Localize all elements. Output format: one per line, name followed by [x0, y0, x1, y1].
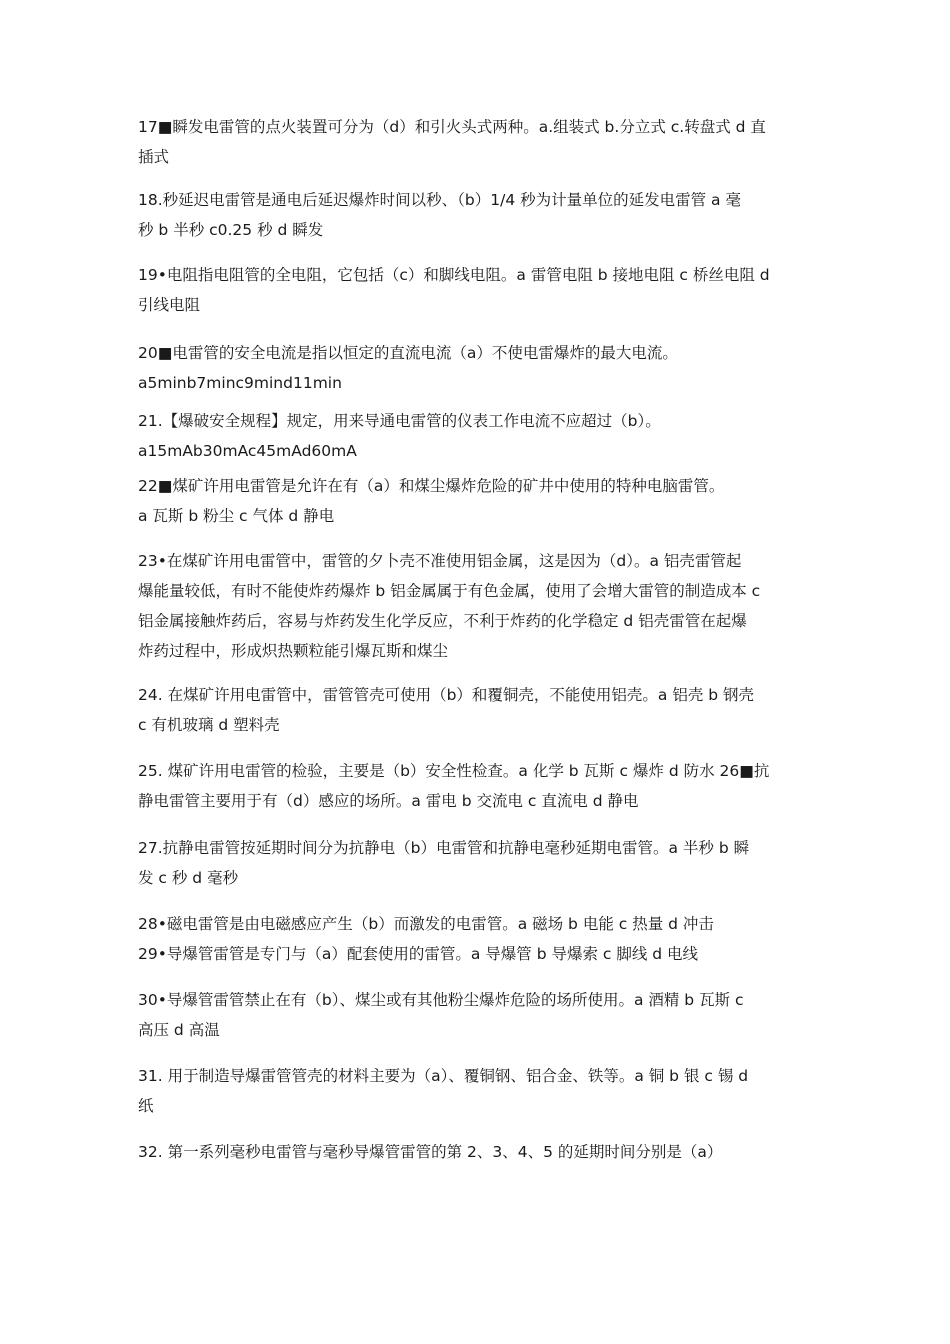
question-30 — [138, 985, 820, 1045]
text-line: 纸 — [138, 1097, 154, 1115]
text-line: 18.秒延迟电雷管是通电后延迟爆炸时间以秒、（b）1/4 秒为计量单位的延发电雷管 a 毫 — [138, 191, 741, 209]
text-line: 23•在煤矿许用电雷管中，雷管的夕卜壳不准使用铝金属，这是因为（d）。a 铝壳雷管起 — [138, 552, 742, 570]
question-31 — [138, 1061, 820, 1121]
question-21 — [138, 406, 820, 466]
text-line: 30•导爆管雷管禁止在有（b）、煤尘或有其他粉尘爆炸危险的场所使用。a 酒精 b 瓦斯 c — [138, 991, 744, 1009]
text-line: a15mAb30mAc45mAd60mA — [138, 442, 357, 460]
text-line: 29•导爆管雷管是专门与（a）配套使用的雷管。a 导爆管 b 导爆索 c 脚线 d 电线 — [138, 945, 699, 963]
text-line: 爆能量较低，有时不能使炸药爆炸 b 铝金属属于有色金属，使用了会增大雷管的制造成本 c — [138, 582, 761, 600]
question-32 — [138, 1137, 820, 1167]
text-line: a5minb7minc9mind11min — [138, 374, 342, 392]
text-line: 插式 — [138, 148, 170, 166]
text-line: 19•电阻指电阻管的全电阻，它包括（c）和脚线电阻。a 雷管电阻 b 接地电阻 c 桥丝电阻 d — [138, 266, 770, 284]
text-line: 静电雷管主要用于有（d）感应的场所。a 雷电 b 交流电 c 直流电 d 静电 — [138, 792, 639, 810]
question-22 — [138, 471, 820, 531]
question-18 — [138, 185, 820, 245]
text-line: c 有机玻璃 d 塑料壳 — [138, 716, 280, 734]
text-line: 高压 d 高温 — [138, 1021, 220, 1039]
question-24 — [138, 680, 820, 740]
text-line: 22■煤矿许用电雷管是允许在有（a）和煤尘爆炸危险的矿井中使用的特种电脑雷管。 — [138, 477, 725, 495]
question-17 — [138, 112, 820, 172]
question-25 — [138, 756, 820, 816]
text-line: 秒 b 半秒 c0.25 秒 d 瞬发 — [138, 221, 324, 239]
text-line: 炸药过程中，形成炽热颗粒能引爆瓦斯和煤尘 — [138, 642, 449, 660]
text-line: 21.【爆破安全规程】规定，用来导通电雷管的仪表工作电流不应超过（b）。 — [138, 412, 661, 430]
question-23 — [138, 546, 820, 666]
text-line: 31. 用于制造导爆雷管管壳的材料主要为（a）、覆铜钢、铝合金、铁等。a 铜 b 银 c 锡 d — [138, 1067, 749, 1085]
text-line: a 瓦斯 b 粉尘 c 气体 d 静电 — [138, 507, 335, 525]
text-line: 27.抗静电雷管按延期时间分为抗静电（b）电雷管和抗静电毫秒延期电雷管。a 半秒 b 瞬 — [138, 839, 750, 857]
question-19 — [138, 260, 820, 320]
text-line: 17■瞬发电雷管的点火装置可分为（d）和引火头式两种。a.组装式 b.分立式 c.转盘式 d 直 — [138, 118, 766, 136]
text-line: 铝金属接触炸药后，容易与炸药发生化学反应，不利于炸药的化学稳定 d 铝壳雷管在起爆 — [138, 612, 747, 630]
text-line: 发 c 秒 d 毫秒 — [138, 869, 239, 887]
text-line: 20■电雷管的安全电流是指以恒定的直流电流（a）不使电雷爆炸的最大电流。 — [138, 344, 678, 362]
question-28-29 — [138, 909, 820, 969]
text-line: 25. 煤矿许用电雷管的检验，主要是（b）安全性检查。a 化学 b 瓦斯 c 爆炸 d 防水 26■抗 — [138, 762, 770, 780]
question-27 — [138, 833, 820, 893]
text-line: 引线电阻 — [138, 296, 201, 314]
text-line: 28•磁电雷管是由电磁感应产生（b）而激发的电雷管。a 磁场 b 电能 c 热量 d 冲击 — [138, 915, 714, 933]
question-20 — [138, 338, 820, 398]
text-line: 24. 在煤矿许用电雷管中，雷管管壳可使用（b）和覆铜壳，不能使用铝壳。a 铝壳 b 钢壳 — [138, 686, 755, 704]
text-line: 32. 第一系列毫秒电雷管与毫秒导爆管雷管的第 2、3、4、5 的延期时间分别是（a） — [138, 1143, 723, 1161]
